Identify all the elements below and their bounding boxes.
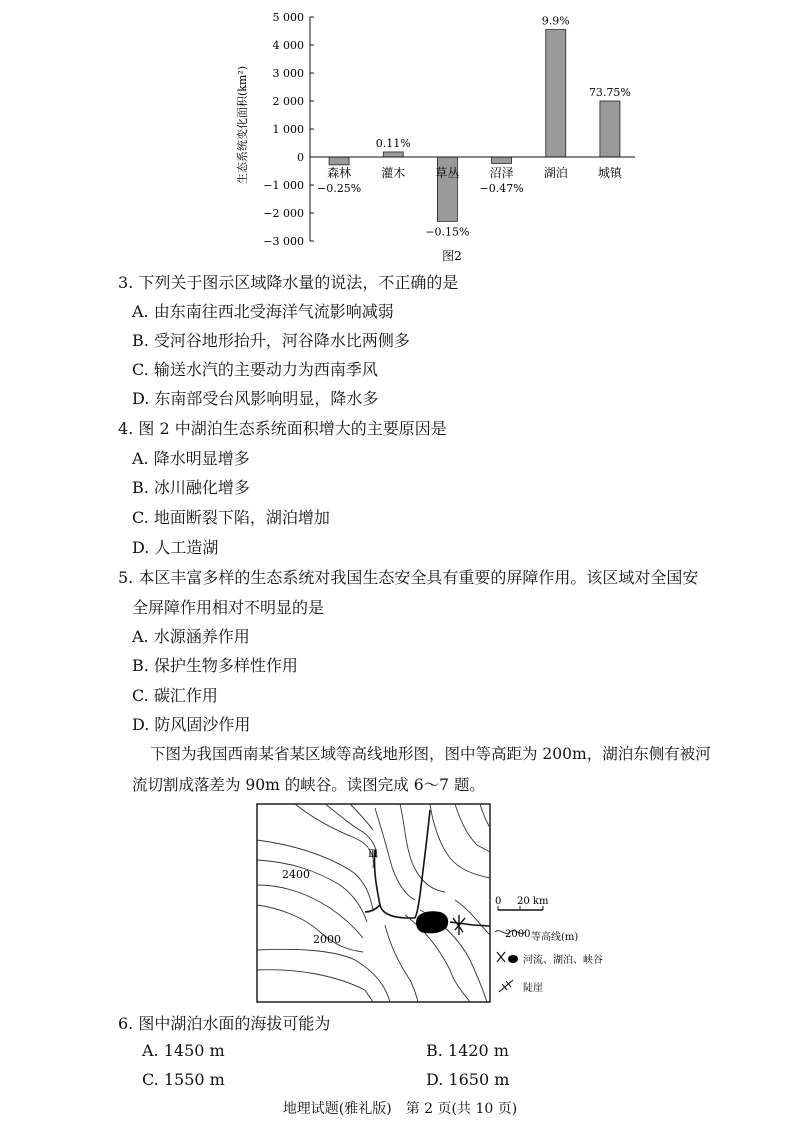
question-3-option-a: A. 由东南往西北受海洋气流影响减弱 bbox=[132, 302, 394, 321]
map-intro-line2: 流切割成落差为 90m 的峡谷。读图完成 6～7 题。 bbox=[132, 776, 485, 794]
question-6-option-a: A. 1450 m bbox=[142, 1041, 225, 1060]
chart-y-tick-label: −1 000 bbox=[263, 179, 304, 192]
chart-y-tick-label: 5 000 bbox=[272, 11, 304, 24]
map-label-2000: 2000 bbox=[313, 933, 341, 946]
svg-text:2000: 2000 bbox=[505, 929, 531, 940]
chart-percent-label: −0.47% bbox=[479, 182, 524, 195]
chart-bar-6 bbox=[600, 101, 620, 157]
question-6-option-b: B. 1420 m bbox=[426, 1041, 509, 1060]
chart-percent-label: −0.25% bbox=[316, 182, 362, 195]
question-5-option-b: B. 保护生物多样性作用 bbox=[132, 656, 298, 675]
chart-y-tick-label: 3 000 bbox=[272, 67, 304, 80]
map-label-iii: Ⅲ bbox=[368, 849, 378, 860]
map-intro-line1: 下图为我国西南某省某区域等高线地形图，图中等高距为 200m，湖泊东侧有被河 bbox=[150, 745, 711, 763]
chart-category-label: 森林 bbox=[327, 166, 352, 180]
chart-category-label: 湖泊 bbox=[543, 166, 568, 180]
svg-text:0: 0 bbox=[495, 896, 502, 907]
question-5-option-a: A. 水源涵养作用 bbox=[132, 627, 250, 646]
chart-category-label: 草丛 bbox=[435, 166, 460, 180]
chart-y-tick-label: 2 000 bbox=[272, 95, 304, 108]
question-4-option-b: B. 冰川融化增多 bbox=[132, 478, 250, 497]
chart-caption: 图2 bbox=[442, 249, 462, 263]
chart-bar-5 bbox=[546, 30, 566, 157]
question-6-stem: 6. 图中湖泊水面的海拔可能为 bbox=[118, 1014, 331, 1033]
chart-bar-1 bbox=[329, 157, 349, 165]
question-3-option-d: D. 东南部受台风影响明显，降水多 bbox=[132, 389, 379, 408]
map-frame bbox=[257, 804, 490, 1002]
question-4-option-c: C. 地面断裂下陷，湖泊增加 bbox=[132, 508, 330, 527]
question-3-option-b: B. 受河谷地形抬升，河谷降水比两侧多 bbox=[132, 331, 410, 350]
question-5-stem-line1: 5. 本区丰富多样的生态系统对我国生态安全具有重要的屏障作用。该区域对全国安 bbox=[118, 568, 699, 587]
gorge-symbol bbox=[453, 915, 465, 935]
ecosystem-bar-chart bbox=[230, 0, 650, 270]
map-scale-bar bbox=[495, 896, 549, 910]
question-5-stem-line2: 全屏障作用相对不明显的是 bbox=[132, 598, 325, 617]
lake-shape bbox=[416, 911, 448, 933]
page-footer: 地理试题(雅礼版) 第 2 页(共 10 页) bbox=[282, 1101, 518, 1117]
contour-map bbox=[255, 800, 655, 1005]
contour-lines bbox=[257, 804, 490, 1002]
question-3-stem: 3. 下列关于图示区域降水量的说法，不正确的是 bbox=[118, 273, 459, 292]
chart-bar-2 bbox=[383, 152, 403, 157]
question-5-option-c: C. 碳汇作用 bbox=[132, 686, 218, 705]
chart-bar-4 bbox=[492, 157, 512, 163]
question-6-option-d: D. 1650 m bbox=[426, 1070, 510, 1089]
chart-percent-label: −0.15% bbox=[425, 225, 470, 239]
chart-percent-label: 9.9% bbox=[541, 14, 570, 28]
chart-y-tick-label: 1 000 bbox=[272, 123, 304, 136]
chart-percent-label: 73.75% bbox=[588, 86, 631, 99]
svg-text:20 km: 20 km bbox=[517, 896, 549, 907]
map-legend bbox=[495, 929, 603, 994]
question-4-option-a: A. 降水明显增多 bbox=[132, 449, 250, 468]
chart-percent-label: 0.11% bbox=[375, 136, 411, 150]
question-4-stem: 4. 图 2 中湖泊生态系统面积增大的主要原因是 bbox=[118, 419, 447, 438]
svg-text:河流、湖泊、峡谷: 河流、湖泊、峡谷 bbox=[523, 955, 603, 966]
river bbox=[365, 810, 490, 926]
chart-category-label: 沼泽 bbox=[489, 166, 514, 180]
svg-text:等高线(m): 等高线(m) bbox=[531, 932, 579, 943]
chart-y-axis-label: 生态系统变化面积(km²) bbox=[236, 65, 249, 185]
question-6-option-c: C. 1550 m bbox=[142, 1070, 225, 1089]
chart-y-tick-label: −2 000 bbox=[263, 207, 304, 220]
chart-y-tick-label: −3 000 bbox=[263, 235, 304, 248]
svg-text:陡崖: 陡崖 bbox=[523, 983, 543, 994]
map-label-2400: 2400 bbox=[282, 868, 310, 881]
question-3-option-c: C. 输送水汽的主要动力为西南季风 bbox=[132, 360, 378, 379]
chart-category-label: 城镇 bbox=[597, 166, 622, 180]
question-4-option-d: D. 人工造湖 bbox=[132, 538, 219, 557]
chart-y-tick-label: 4 000 bbox=[272, 39, 304, 52]
chart-y-tick-label: 0 bbox=[297, 151, 304, 164]
chart-category-label: 灌木 bbox=[381, 166, 406, 180]
question-5-option-d: D. 防风固沙作用 bbox=[132, 715, 251, 734]
